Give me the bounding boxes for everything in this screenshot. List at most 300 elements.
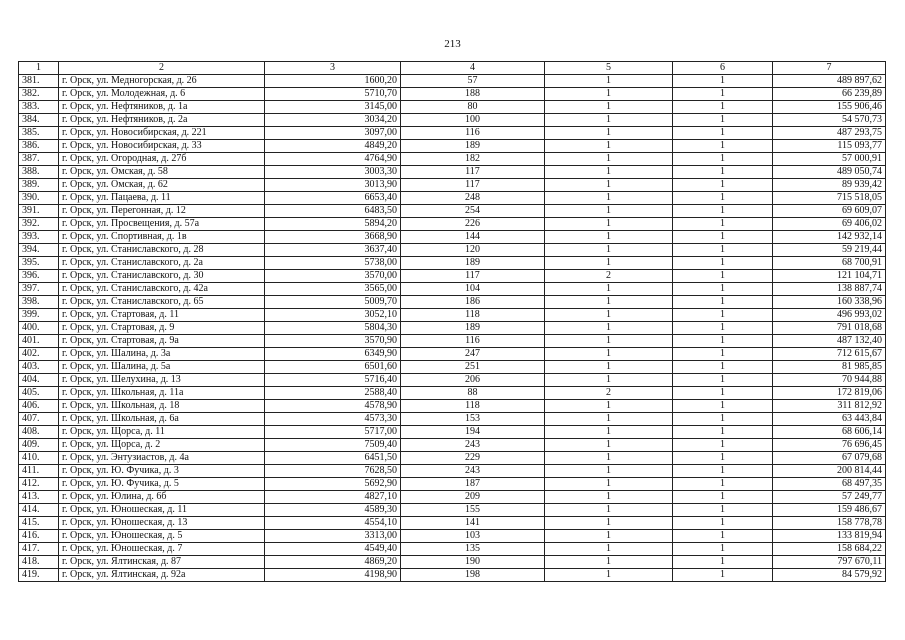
amount-cell: 155 906,46	[773, 101, 886, 114]
amount-cell: 487 293,75	[773, 127, 886, 140]
column-5-value-cell: 1	[545, 322, 673, 335]
residents-count-cell: 251	[401, 361, 545, 374]
residents-count-cell: 188	[401, 88, 545, 101]
address-cell: г. Орск, ул. Школьная, д. 18	[59, 400, 265, 413]
table-row	[19, 335, 886, 348]
total-area-cell: 5804,30	[265, 322, 401, 335]
address-cell: г. Орск, ул. Омская, д. 62	[59, 179, 265, 192]
table-row	[19, 218, 886, 231]
table-row	[19, 283, 886, 296]
total-area-cell: 5710,70	[265, 88, 401, 101]
table-row	[19, 426, 886, 439]
column-6-value-cell: 1	[673, 101, 773, 114]
table-row	[19, 517, 886, 530]
address-cell: г. Орск, ул. Станиславского, д. 30	[59, 270, 265, 283]
address-cell: г. Орск, ул. Ю. Фучика, д. 5	[59, 478, 265, 491]
residents-count-cell: 248	[401, 192, 545, 205]
column-6-value-cell: 1	[673, 465, 773, 478]
column-6-value-cell: 1	[673, 244, 773, 257]
column-5-value-cell: 1	[545, 426, 673, 439]
residents-count-cell: 186	[401, 296, 545, 309]
amount-cell: 487 132,40	[773, 335, 886, 348]
column-5-value-cell: 2	[545, 387, 673, 400]
total-area-cell: 7509,40	[265, 439, 401, 452]
table-row	[19, 192, 886, 205]
address-cell: г. Орск, ул. Нефтяников, д. 2а	[59, 114, 265, 127]
column-6-value-cell: 1	[673, 348, 773, 361]
column-5-value-cell: 1	[545, 491, 673, 504]
row-number-cell: 400.	[19, 322, 59, 335]
amount-cell: 76 696,45	[773, 439, 886, 452]
amount-cell: 200 814,44	[773, 465, 886, 478]
column-6-value-cell: 1	[673, 426, 773, 439]
row-number-cell: 399.	[19, 309, 59, 322]
column-header: 3	[265, 62, 401, 75]
row-number-cell: 410.	[19, 452, 59, 465]
table-row	[19, 270, 886, 283]
address-cell: г. Орск, ул. Ялтинская, д. 87	[59, 556, 265, 569]
total-area-cell: 6653,40	[265, 192, 401, 205]
total-area-cell: 3052,10	[265, 309, 401, 322]
residents-count-cell: 189	[401, 140, 545, 153]
column-6-value-cell: 1	[673, 452, 773, 465]
column-header: 4	[401, 62, 545, 75]
residents-count-cell: 182	[401, 153, 545, 166]
row-number-cell: 406.	[19, 400, 59, 413]
address-cell: г. Орск, ул. Огородная, д. 27б	[59, 153, 265, 166]
row-number-cell: 387.	[19, 153, 59, 166]
amount-cell: 791 018,68	[773, 322, 886, 335]
amount-cell: 489 050,74	[773, 166, 886, 179]
total-area-cell: 6451,50	[265, 452, 401, 465]
total-area-cell: 5009,70	[265, 296, 401, 309]
total-area-cell: 5894,20	[265, 218, 401, 231]
column-5-value-cell: 1	[545, 75, 673, 88]
address-cell: г. Орск, ул. Шалина, д. 3а	[59, 348, 265, 361]
column-6-value-cell: 1	[673, 335, 773, 348]
amount-cell: 68 700,91	[773, 257, 886, 270]
row-number-cell: 381.	[19, 75, 59, 88]
column-5-value-cell: 1	[545, 244, 673, 257]
address-cell: г. Орск, ул. Перегонная, д. 12	[59, 205, 265, 218]
table-row	[19, 361, 886, 374]
column-5-value-cell: 1	[545, 257, 673, 270]
amount-cell: 69 609,07	[773, 205, 886, 218]
total-area-cell: 4549,40	[265, 543, 401, 556]
address-cell: г. Орск, ул. Станиславского, д. 42а	[59, 283, 265, 296]
address-cell: г. Орск, ул. Стартовая, д. 9а	[59, 335, 265, 348]
total-area-cell: 3013,90	[265, 179, 401, 192]
amount-cell: 81 985,85	[773, 361, 886, 374]
total-area-cell: 3034,20	[265, 114, 401, 127]
amount-cell: 797 670,11	[773, 556, 886, 569]
row-number-cell: 418.	[19, 556, 59, 569]
address-cell: г. Орск, ул. Молодежная, д. 6	[59, 88, 265, 101]
residents-count-cell: 209	[401, 491, 545, 504]
table-row	[19, 257, 886, 270]
row-number-cell: 389.	[19, 179, 59, 192]
column-6-value-cell: 1	[673, 270, 773, 283]
address-cell: г. Орск, ул. Ялтинская, д. 92а	[59, 569, 265, 582]
column-5-value-cell: 1	[545, 192, 673, 205]
residents-count-cell: 187	[401, 478, 545, 491]
total-area-cell: 4573,30	[265, 413, 401, 426]
amount-cell: 57 249,77	[773, 491, 886, 504]
table-row	[19, 504, 886, 517]
residents-count-cell: 194	[401, 426, 545, 439]
total-area-cell: 3570,90	[265, 335, 401, 348]
residents-count-cell: 144	[401, 231, 545, 244]
address-cell: г. Орск, ул. Ю. Фучика, д. 3	[59, 465, 265, 478]
column-6-value-cell: 1	[673, 569, 773, 582]
column-5-value-cell: 1	[545, 127, 673, 140]
address-cell: г. Орск, ул. Новосибирская, д. 221	[59, 127, 265, 140]
column-6-value-cell: 1	[673, 543, 773, 556]
column-5-value-cell: 1	[545, 530, 673, 543]
row-number-cell: 386.	[19, 140, 59, 153]
column-6-value-cell: 1	[673, 400, 773, 413]
row-number-cell: 412.	[19, 478, 59, 491]
table-row	[19, 244, 886, 257]
table-row	[19, 140, 886, 153]
row-number-cell: 382.	[19, 88, 59, 101]
amount-cell: 66 239,89	[773, 88, 886, 101]
total-area-cell: 6483,50	[265, 205, 401, 218]
row-number-cell: 396.	[19, 270, 59, 283]
table-row	[19, 400, 886, 413]
total-area-cell: 3097,00	[265, 127, 401, 140]
table-row	[19, 127, 886, 140]
column-6-value-cell: 1	[673, 322, 773, 335]
residents-count-cell: 226	[401, 218, 545, 231]
total-area-cell: 4849,20	[265, 140, 401, 153]
row-number-cell: 411.	[19, 465, 59, 478]
amount-cell: 115 093,77	[773, 140, 886, 153]
residents-count-cell: 120	[401, 244, 545, 257]
table-row	[19, 166, 886, 179]
column-6-value-cell: 1	[673, 374, 773, 387]
residents-count-cell: 247	[401, 348, 545, 361]
row-number-cell: 404.	[19, 374, 59, 387]
column-5-value-cell: 1	[545, 296, 673, 309]
amount-cell: 68 606,14	[773, 426, 886, 439]
column-5-value-cell: 1	[545, 439, 673, 452]
column-5-value-cell: 1	[545, 374, 673, 387]
amount-cell: 70 944,88	[773, 374, 886, 387]
row-number-cell: 393.	[19, 231, 59, 244]
address-cell: г. Орск, ул. Стартовая, д. 11	[59, 309, 265, 322]
row-number-cell: 419.	[19, 569, 59, 582]
row-number-cell: 392.	[19, 218, 59, 231]
column-6-value-cell: 1	[673, 309, 773, 322]
address-cell: г. Орск, ул. Медногорская, д. 26	[59, 75, 265, 88]
total-area-cell: 4554,10	[265, 517, 401, 530]
column-5-value-cell: 1	[545, 361, 673, 374]
residents-count-cell: 189	[401, 322, 545, 335]
amount-cell: 57 000,91	[773, 153, 886, 166]
table-row	[19, 309, 886, 322]
table-row	[19, 387, 886, 400]
residents-count-cell: 118	[401, 309, 545, 322]
total-area-cell: 1600,20	[265, 75, 401, 88]
address-cell: г. Орск, ул. Школьная, д. 6а	[59, 413, 265, 426]
table-row	[19, 153, 886, 166]
table-row	[19, 179, 886, 192]
table-row	[19, 205, 886, 218]
column-6-value-cell: 1	[673, 179, 773, 192]
row-number-cell: 384.	[19, 114, 59, 127]
table-row	[19, 296, 886, 309]
total-area-cell: 3668,90	[265, 231, 401, 244]
residents-count-cell: 135	[401, 543, 545, 556]
address-cell: г. Орск, ул. Станиславского, д. 65	[59, 296, 265, 309]
total-area-cell: 7628,50	[265, 465, 401, 478]
residents-count-cell: 153	[401, 413, 545, 426]
address-cell: г. Орск, ул. Юношеская, д. 13	[59, 517, 265, 530]
address-cell: г. Орск, ул. Станиславского, д. 28	[59, 244, 265, 257]
column-6-value-cell: 1	[673, 517, 773, 530]
total-area-cell: 4827,10	[265, 491, 401, 504]
address-cell: г. Орск, ул. Юлина, д. 6б	[59, 491, 265, 504]
table-row	[19, 478, 886, 491]
amount-cell: 54 570,73	[773, 114, 886, 127]
row-number-cell: 413.	[19, 491, 59, 504]
residents-count-cell: 206	[401, 374, 545, 387]
address-cell: г. Орск, ул. Станиславского, д. 2а	[59, 257, 265, 270]
residents-count-cell: 243	[401, 465, 545, 478]
column-6-value-cell: 1	[673, 439, 773, 452]
residents-count-cell: 118	[401, 400, 545, 413]
amount-cell: 121 104,71	[773, 270, 886, 283]
residents-count-cell: 103	[401, 530, 545, 543]
total-area-cell: 3637,40	[265, 244, 401, 257]
table-row	[19, 231, 886, 244]
amount-cell: 160 338,96	[773, 296, 886, 309]
amount-cell: 138 887,74	[773, 283, 886, 296]
column-6-value-cell: 1	[673, 153, 773, 166]
address-cell: г. Орск, ул. Шалина, д. 5а	[59, 361, 265, 374]
column-6-value-cell: 1	[673, 283, 773, 296]
row-number-cell: 388.	[19, 166, 59, 179]
row-number-cell: 414.	[19, 504, 59, 517]
row-number-cell: 391.	[19, 205, 59, 218]
table-row	[19, 101, 886, 114]
column-5-value-cell: 1	[545, 400, 673, 413]
table-row	[19, 374, 886, 387]
column-5-value-cell: 1	[545, 166, 673, 179]
table-row	[19, 491, 886, 504]
column-header: 2	[59, 62, 265, 75]
residents-count-cell: 229	[401, 452, 545, 465]
row-number-cell: 397.	[19, 283, 59, 296]
total-area-cell: 4869,20	[265, 556, 401, 569]
amount-cell: 715 518,05	[773, 192, 886, 205]
address-cell: г. Орск, ул. Пацаева, д. 11	[59, 192, 265, 205]
amount-cell: 68 497,35	[773, 478, 886, 491]
table-row	[19, 465, 886, 478]
table-header-row	[19, 62, 886, 75]
amount-cell: 63 443,84	[773, 413, 886, 426]
address-cell: г. Орск, ул. Новосибирская, д. 33	[59, 140, 265, 153]
column-6-value-cell: 1	[673, 88, 773, 101]
amount-cell: 142 932,14	[773, 231, 886, 244]
row-number-cell: 409.	[19, 439, 59, 452]
table-row	[19, 413, 886, 426]
column-5-value-cell: 1	[545, 556, 673, 569]
column-5-value-cell: 1	[545, 543, 673, 556]
amount-cell: 67 079,68	[773, 452, 886, 465]
table-row	[19, 114, 886, 127]
table-row	[19, 88, 886, 101]
table-row	[19, 556, 886, 569]
total-area-cell: 5692,90	[265, 478, 401, 491]
column-header: 5	[545, 62, 673, 75]
total-area-cell: 3570,00	[265, 270, 401, 283]
column-6-value-cell: 1	[673, 75, 773, 88]
page-number: 213	[444, 38, 461, 50]
table-row	[19, 348, 886, 361]
row-number-cell: 402.	[19, 348, 59, 361]
address-cell: г. Орск, ул. Спортивная, д. 1в	[59, 231, 265, 244]
column-5-value-cell: 1	[545, 218, 673, 231]
amount-cell: 712 615,67	[773, 348, 886, 361]
column-5-value-cell: 1	[545, 179, 673, 192]
total-area-cell: 5738,00	[265, 257, 401, 270]
residents-count-cell: 88	[401, 387, 545, 400]
column-5-value-cell: 1	[545, 231, 673, 244]
row-number-cell: 398.	[19, 296, 59, 309]
residents-count-cell: 117	[401, 270, 545, 283]
column-header: 6	[673, 62, 773, 75]
column-6-value-cell: 1	[673, 361, 773, 374]
column-5-value-cell: 1	[545, 283, 673, 296]
column-6-value-cell: 1	[673, 166, 773, 179]
residents-count-cell: 100	[401, 114, 545, 127]
residents-count-cell: 116	[401, 335, 545, 348]
column-5-value-cell: 1	[545, 205, 673, 218]
amount-cell: 89 939,42	[773, 179, 886, 192]
column-5-value-cell: 1	[545, 309, 673, 322]
residents-count-cell: 117	[401, 179, 545, 192]
total-area-cell: 3145,00	[265, 101, 401, 114]
amount-cell: 172 819,06	[773, 387, 886, 400]
column-5-value-cell: 1	[545, 88, 673, 101]
column-5-value-cell: 1	[545, 114, 673, 127]
row-number-cell: 408.	[19, 426, 59, 439]
column-6-value-cell: 1	[673, 491, 773, 504]
address-cell: г. Орск, ул. Нефтяников, д. 1а	[59, 101, 265, 114]
column-5-value-cell: 1	[545, 153, 673, 166]
residents-count-cell: 117	[401, 166, 545, 179]
total-area-cell: 4764,90	[265, 153, 401, 166]
amount-cell: 84 579,92	[773, 569, 886, 582]
table-row	[19, 322, 886, 335]
row-number-cell: 405.	[19, 387, 59, 400]
residents-count-cell: 190	[401, 556, 545, 569]
table-row	[19, 530, 886, 543]
residents-count-cell: 116	[401, 127, 545, 140]
row-number-cell: 394.	[19, 244, 59, 257]
row-number-cell: 416.	[19, 530, 59, 543]
total-area-cell: 5717,00	[265, 426, 401, 439]
residents-count-cell: 104	[401, 283, 545, 296]
amount-cell: 311 812,92	[773, 400, 886, 413]
column-6-value-cell: 1	[673, 413, 773, 426]
column-6-value-cell: 1	[673, 192, 773, 205]
address-cell: г. Орск, ул. Стартовая, д. 9	[59, 322, 265, 335]
total-area-cell: 3565,00	[265, 283, 401, 296]
total-area-cell: 6501,60	[265, 361, 401, 374]
column-6-value-cell: 1	[673, 530, 773, 543]
address-cell: г. Орск, ул. Щорса, д. 2	[59, 439, 265, 452]
residents-count-cell: 254	[401, 205, 545, 218]
column-5-value-cell: 1	[545, 569, 673, 582]
column-5-value-cell: 1	[545, 452, 673, 465]
column-5-value-cell: 1	[545, 504, 673, 517]
total-area-cell: 4589,30	[265, 504, 401, 517]
column-5-value-cell: 1	[545, 140, 673, 153]
housing-registry-table	[18, 61, 886, 582]
column-6-value-cell: 1	[673, 140, 773, 153]
amount-cell: 158 684,22	[773, 543, 886, 556]
column-6-value-cell: 1	[673, 127, 773, 140]
row-number-cell: 395.	[19, 257, 59, 270]
table-row	[19, 543, 886, 556]
column-6-value-cell: 1	[673, 556, 773, 569]
total-area-cell: 4578,90	[265, 400, 401, 413]
column-5-value-cell: 1	[545, 101, 673, 114]
row-number-cell: 385.	[19, 127, 59, 140]
column-5-value-cell: 1	[545, 465, 673, 478]
table-row	[19, 452, 886, 465]
address-cell: г. Орск, ул. Юношеская, д. 11	[59, 504, 265, 517]
residents-count-cell: 141	[401, 517, 545, 530]
address-cell: г. Орск, ул. Юношеская, д. 7	[59, 543, 265, 556]
column-6-value-cell: 1	[673, 114, 773, 127]
column-6-value-cell: 1	[673, 478, 773, 491]
amount-cell: 59 219,44	[773, 244, 886, 257]
row-number-cell: 407.	[19, 413, 59, 426]
column-6-value-cell: 1	[673, 504, 773, 517]
column-5-value-cell: 1	[545, 517, 673, 530]
column-header: 1	[19, 62, 59, 75]
column-6-value-cell: 1	[673, 218, 773, 231]
amount-cell: 158 778,78	[773, 517, 886, 530]
column-5-value-cell: 1	[545, 348, 673, 361]
table-row	[19, 75, 886, 88]
address-cell: г. Орск, ул. Омская, д. 58	[59, 166, 265, 179]
residents-count-cell: 243	[401, 439, 545, 452]
address-cell: г. Орск, ул. Шелухина, д. 13	[59, 374, 265, 387]
table-row	[19, 439, 886, 452]
column-6-value-cell: 1	[673, 231, 773, 244]
residents-count-cell: 80	[401, 101, 545, 114]
column-6-value-cell: 1	[673, 296, 773, 309]
row-number-cell: 383.	[19, 101, 59, 114]
column-5-value-cell: 1	[545, 335, 673, 348]
address-cell: г. Орск, ул. Юношеская, д. 5	[59, 530, 265, 543]
row-number-cell: 417.	[19, 543, 59, 556]
address-cell: г. Орск, ул. Энтузиастов, д. 4а	[59, 452, 265, 465]
amount-cell: 159 486,67	[773, 504, 886, 517]
amount-cell: 133 819,94	[773, 530, 886, 543]
address-cell: г. Орск, ул. Просвещения, д. 57а	[59, 218, 265, 231]
total-area-cell: 5716,40	[265, 374, 401, 387]
total-area-cell: 4198,90	[265, 569, 401, 582]
amount-cell: 69 406,02	[773, 218, 886, 231]
row-number-cell: 401.	[19, 335, 59, 348]
total-area-cell: 3313,00	[265, 530, 401, 543]
